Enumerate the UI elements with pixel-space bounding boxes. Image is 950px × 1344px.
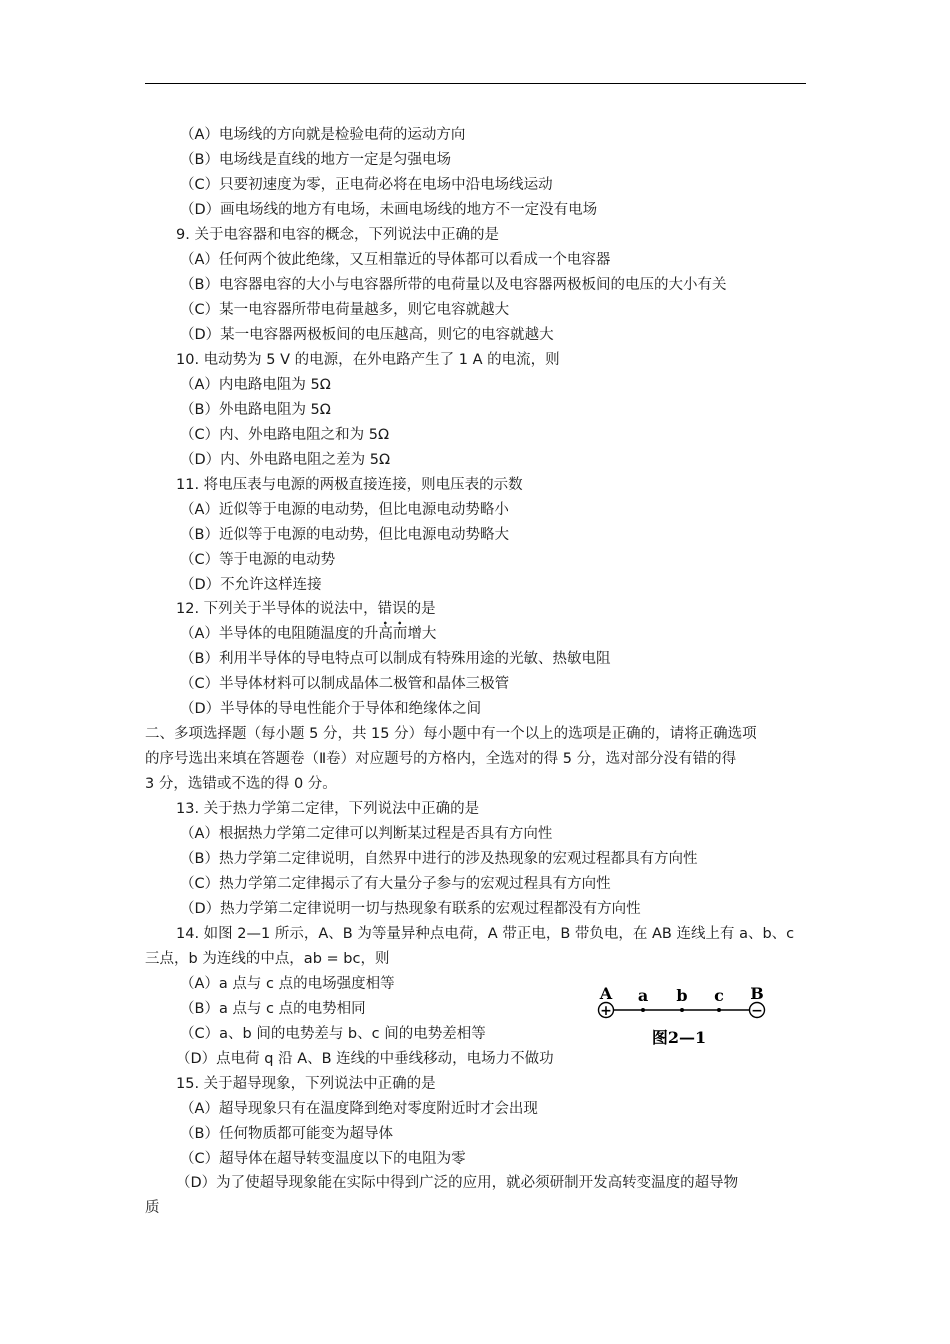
plus-sign: + — [600, 1003, 612, 1019]
point-a-dot — [641, 1008, 645, 1012]
point-c-dot — [717, 1008, 721, 1012]
q9-stem: 9. 关于电容器和电容的概念，下列说法中正确的是 — [176, 227, 499, 243]
q14-stem-cont: 三点，b 为连线的中点，ab = bc，则 — [145, 951, 390, 967]
q13-option-c: （C）热力学第二定律揭示了有大量分子参与的宏观过程具有方向性 — [180, 876, 611, 892]
q12-option-a: （A）半导体的电阻随温度的升高而增大 — [180, 626, 437, 642]
q11-option-a: （A）近似等于电源的电动势，但比电源电动势略小 — [180, 502, 509, 518]
q8-option-c: （C）只要初速度为零，正电荷必将在电场中沿电场线运动 — [180, 177, 553, 193]
q8-option-b: （B）电场线是直线的地方一定是匀强电场 — [180, 152, 451, 168]
q11-option-b: （B）近似等于电源的电动势，但比电源电动势略大 — [180, 527, 509, 543]
section2-heading: 二、多项选择题（每小题 5 分，共 15 分）每小题中有一个以上的选项是正确的，请将正确选项 — [145, 726, 757, 742]
q14-option-a: （A）a 点与 c 点的电场强度相等 — [180, 976, 395, 992]
figure-caption: 图2—1 — [651, 1028, 707, 1047]
q15-option-d-cont: 质 — [145, 1200, 160, 1216]
q8-option-d: （D）画电场线的地方有电场，未画电场线的地方不一定没有电场 — [180, 202, 598, 218]
label-a: a — [637, 986, 649, 1005]
q12-stem-text: 12. 下列关于半导体的说法中， — [176, 601, 378, 617]
q13-stem: 13. 关于热力学第二定律，下列说法中正确的是 — [176, 801, 480, 817]
q13-option-b: （B）热力学第二定律说明，自然界中进行的涉及热现象的宏观过程都具有方向性 — [180, 851, 698, 867]
q13-option-d: （D）热力学第二定律说明一切与热现象有联系的宏观过程都没有方向性 — [180, 901, 641, 917]
q14-option-d: （D）点电荷 q 沿 A、B 连线的中垂线移动，电场力不做功 — [176, 1051, 554, 1067]
figure-2-1 — [592, 984, 772, 1054]
q13-option-a: （A）根据热力学第二定律可以判断某过程是否具有方向性 — [180, 826, 553, 842]
label-A: A — [599, 984, 613, 1003]
q14-option-c: （C）a、b 间的电势差与 b、c 间的电势差相等 — [180, 1026, 486, 1042]
q12-option-b: （B）利用半导体的导电特点可以制成有特殊用途的光敏、热敏电阻 — [180, 651, 611, 667]
emphasis-word: 错误 — [377, 601, 407, 617]
q9-option-d: （D）某一电容器两极板间的电压越高，则它的电容就越大 — [180, 327, 554, 343]
q12-stem — [176, 599, 436, 619]
q10-option-d: （D）内、外电路电阻之差为 5Ω — [180, 452, 391, 468]
q9-option-a: （A）任何两个彼此绝缘，又互相靠近的导体都可以看成一个电容器 — [180, 252, 611, 268]
q15-stem: 15. 关于超导现象，下列说法中正确的是 — [176, 1076, 436, 1092]
q8-option-a: （A）电场线的方向就是检验电荷的运动方向 — [180, 127, 466, 143]
q10-stem: 10. 电动势为 5 V 的电源，在外电路产生了 1 A 的电流，则 — [176, 352, 560, 368]
q15-option-d: （D）为了使超导现象能在实际中得到广泛的应用，就必须研制开发高转变温度的超导物 — [176, 1175, 739, 1191]
section2-instructions-3: 3 分，选错或不选的得 0 分。 — [145, 776, 337, 792]
q15-option-c: （C）超导体在超导转变温度以下的电阻为零 — [180, 1151, 466, 1167]
q14-stem: 14. 如图 2—1 所示，A、B 为等量异种点电荷，A 带正电，B 带负电，在 AB 连线上有 a、b、c — [176, 926, 795, 942]
q15-option-a: （A）超导现象只有在温度降到绝对零度附近时才会出现 — [180, 1101, 538, 1117]
q11-option-d: （D）不允许这样连接 — [180, 577, 322, 593]
label-B: B — [750, 984, 764, 1003]
q12-option-c: （C）半导体材料可以制成晶体二极管和晶体三极管 — [180, 676, 510, 692]
point-b-dot — [680, 1008, 684, 1012]
q15-option-b: （B）任何物质都可能变为超导体 — [180, 1126, 393, 1142]
minus-sign: − — [751, 1003, 763, 1019]
q9-option-b: （B）电容器电容的大小与电容器所带的电荷量以及电容器两极板间的电压的大小有关 — [180, 277, 727, 293]
q12-stem-tail: 的是 — [406, 601, 436, 617]
q11-option-c: （C）等于电源的电动势 — [180, 552, 336, 568]
header-rule — [145, 83, 806, 84]
q14-option-b: （B）a 点与 c 点的电势相同 — [180, 1001, 366, 1017]
q10-option-a: （A）内电路电阻为 5Ω — [180, 377, 331, 393]
label-c: c — [714, 986, 724, 1005]
q9-option-c: （C）某一电容器所带电荷量越多，则它电容就越大 — [180, 302, 510, 318]
label-b: b — [676, 986, 688, 1005]
q10-option-b: （B）外电路电阻为 5Ω — [180, 402, 331, 418]
q12-option-d: （D）半导体的导电性能介于导体和绝缘体之间 — [180, 701, 482, 717]
section2-instructions-2: 的序号选出来填在答题卷（Ⅱ卷）对应题号的方格内，全选对的得 5 分，选对部分没有错的得 — [145, 751, 737, 767]
q11-stem: 11. 将电压表与电源的两极直接连接，则电压表的示数 — [176, 477, 523, 493]
q10-option-c: （C）内、外电路电阻之和为 5Ω — [180, 427, 390, 443]
